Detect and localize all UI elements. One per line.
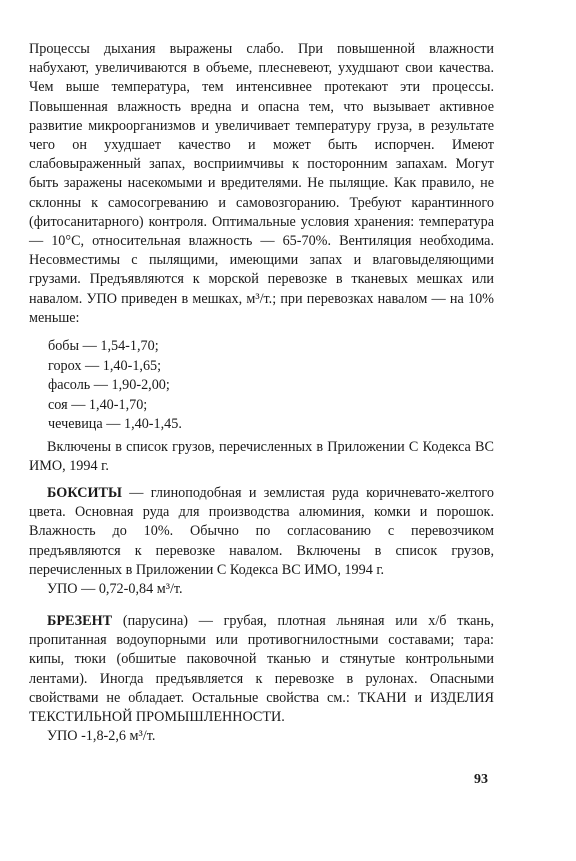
included-paragraph: Включены в список грузов, перечисленных в Приложении С Кодекса ВС ИМО, 1994 г. — [29, 439, 494, 475]
bauxite-upo: УПО — 0,72-0,84 м³/т. — [47, 581, 183, 598]
upo-list — [48, 337, 182, 435]
bauxite-term: БОКСИТЫ — [47, 485, 122, 501]
intro-paragraph: Процессы дыхания выражены слабо. При повышенной влажности набухают, увеличиваются в объеме, плесневеют, ухудшают свои качества. Чем выше температура, тем интенсивнее протекают эти процессы. Повышенная влажность вредна и опасна тем, что вызывает активное развитие микроорганизмов и увеличивает температуру груза, в результате чего он ухудшает качество и может быть испорчен. Имеют слабовыраженный запах, восприимчивы к посторонним запахам. Могут быть заражены насекомыми и вредителями. Не пылящие. Как правило, не склонны к самосогреванию и самовозгоранию. Требуют карантинного (фитосанитарного) контроля. Оптимальные условия хранения: температура — 10°С, относительная влажность — 65-70%. Вентиляция необходима. Несовместимы с пылящими, имеющими запах и влаговыделяющими грузами. Предъявляются к морской перевозке в тканевых мешках или навалом. УПО приведен в мешках, м³/т.; при перевозках навалом — на 10% меньше: — [29, 41, 494, 326]
tarpaulin-upo: УПО -1,8-2,6 м³/т. — [47, 728, 156, 745]
list-item: горох — 1,40-1,65; — [48, 357, 162, 374]
list-item: фасоль — 1,90-2,00; — [48, 377, 170, 394]
tarpaulin-paragraph — [29, 612, 494, 727]
tarpaulin-text: (парусина) — грубая, плотная льняная или х/б ткань, пропитанная водоупорными или противогнилостными составами; тара: кипы, тюки (обшитые паковочной тканью и стянутые контрольными лентами). Иногда предъявляется к перевозке в рулонах. Опасными свойствами не обладает. Остальные свойства см.: ТКАНИ и ИЗДЕЛИЯ ТЕКСТИЛЬНОЙ ПРОМЫШЛЕННОСТИ. — [29, 613, 494, 726]
page-number: 93 — [474, 772, 488, 787]
included-section — [29, 438, 494, 476]
list-item: соя — 1,40-1,70; — [48, 396, 148, 413]
bauxite-entry — [29, 484, 494, 599]
list-item: чечевица — 1,40-1,45. — [48, 416, 182, 433]
intro-section — [29, 40, 494, 328]
bauxite-paragraph — [29, 484, 494, 580]
tarpaulin-entry — [29, 612, 494, 746]
tarpaulin-term: БРЕЗЕНТ — [47, 613, 113, 629]
bauxite-text: — глиноподобная и землистая руда коричневато-желтого цвета. Основная руда для производства алюминия, комки и порошок. Влажность до 10%. Обычно по согласованию с перевозчиком предъявляются к перевозке навалом. Включены в список грузов, перечисленных в Приложении С Кодекса ВС ИМО, 1994 г. — [29, 485, 494, 578]
list-item: бобы — 1,54-1,70; — [48, 338, 159, 354]
